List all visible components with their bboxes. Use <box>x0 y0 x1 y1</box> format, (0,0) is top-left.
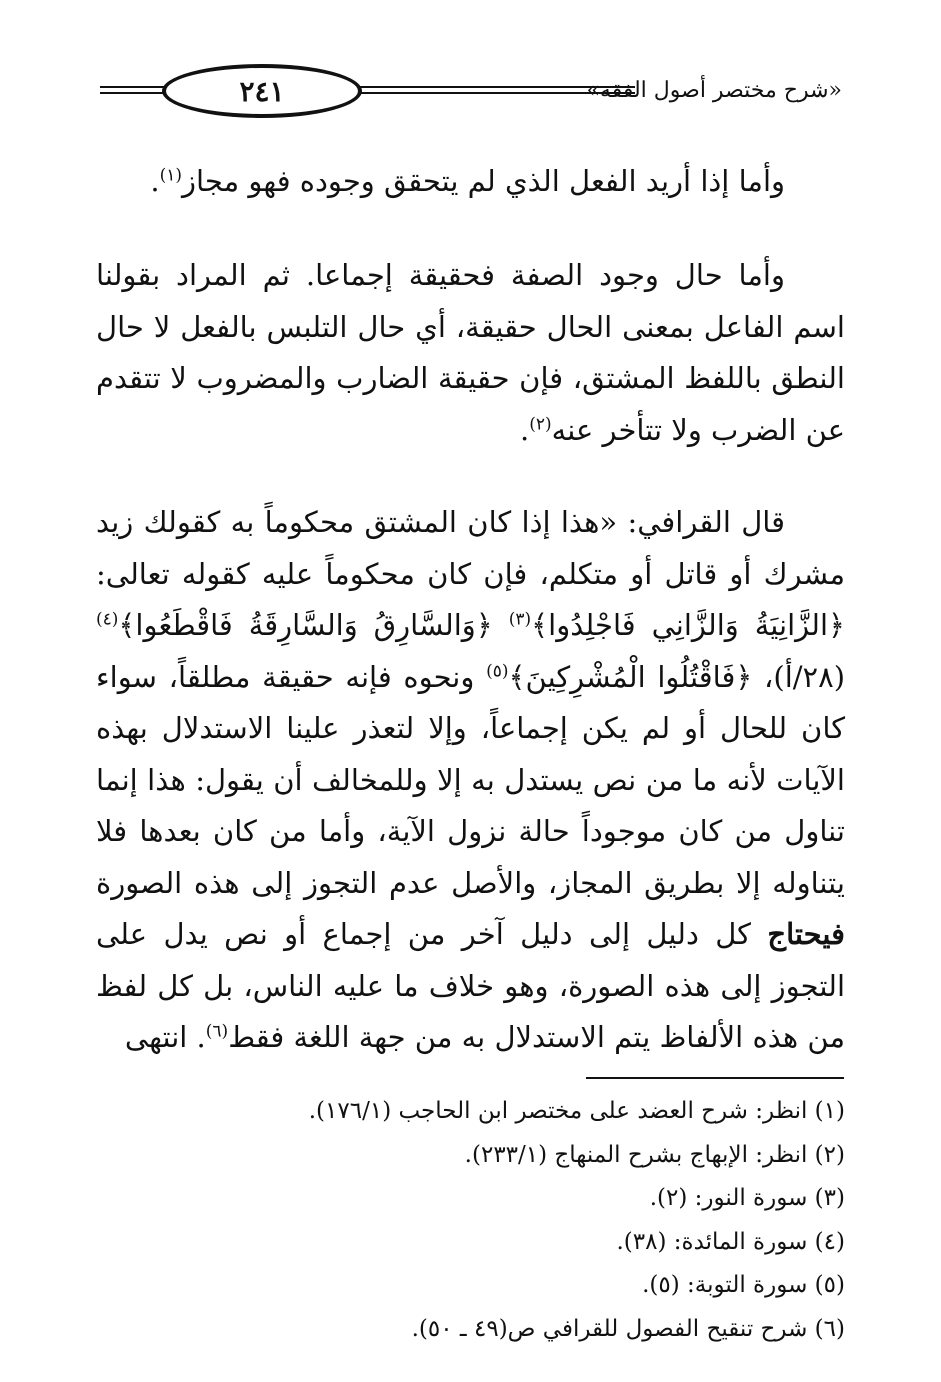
page-number: ٢٤١ <box>162 64 362 118</box>
quran-verse: ﴿فَاقْتُلُوا الْمُشْرِكِينَ﴾ <box>508 659 753 694</box>
footnote-marker: (١) <box>159 165 183 186</box>
paragraph-text: قال القرافي: «هذا إذا كان المشتق محكوماً به كقولك زيد مشرك أو قاتل أو متكلم، فإن كان محكوماً عليه كقوله تعالى: <box>96 505 845 591</box>
quran-verse: ﴿الزَّانِيَةُ وَالزَّانِي فَاجْلِدُوا﴾ <box>531 608 846 642</box>
footnotes <box>145 1090 845 1351</box>
footnote-marker: (٣) <box>508 609 532 630</box>
footnote: (٦) شرح تنقيح الفصول للقرافي ص(٤٩ ـ ٥٠). <box>411 1315 845 1342</box>
quran-verse: ﴿وَالسَّارِقُ وَالسَّارِقَةُ فَاقْطَعُوا﴾ <box>118 608 493 642</box>
paragraph-text: كل دليل إلى دليل آخر من إجماع أو نص يدل على التجوز إلى هذه الصورة، وهو خلاف ما عليه الناس، بل كل لفظ من هذه الألفاظ يتم الاستدلال به من جهة اللغة فقط <box>96 917 845 1054</box>
manuscript-ref: (٢٨/أ)، <box>764 659 846 694</box>
footnote: (٣) سورة النور: (٢). <box>649 1185 845 1211</box>
bold-word: فيحتاج <box>767 917 846 951</box>
running-title: «شرح مختصر أصول الفقه» <box>586 78 842 103</box>
paragraph-1: وأما إذا أريد الفعل الذي لم يتحقق وجوده فهو مجاز$^{(١)}$. <box>150 164 785 198</box>
paragraph-text: وأما حال وجود الصفة فحقيقة إجماعا. ثم المراد بقولنا اسم الفاعل بمعنى الحال حقيقة، أي حال التلبس بالفعل لا حال النطق باللفظ المشتق، فإن حقيقة الضارب والمضروب لا تتقدم عن الضرب ولا تتأخر عنه <box>96 258 845 447</box>
header-rule-left <box>100 92 164 94</box>
paragraph-end: . انتهى <box>124 1020 206 1054</box>
paragraph-text: ونحوه فإنه حقيقة مطلقاً، سواء كان للحال أو لم يكن إجماعاً، وإلا لتعذر علينا الاستدلال بهذه الآيات لأنه ما من نص يستدل به إلا وللمخالف أن يقول: هذا إنما تناول من كان موجوداً حالة نزول الآية، وأما من كان بعدها فلا يتناوله إلا بطريق المجاز، والأصل عدم التجوز إلى هذه الصورة <box>96 659 845 900</box>
footnote: (٢) انظر: الإبهاج بشرح المنهاج (٢٣٣/١). <box>464 1141 845 1168</box>
footnote-marker: (٢) <box>529 413 552 434</box>
footnote-separator <box>586 1077 844 1079</box>
footnote-marker: (٥) <box>486 660 509 681</box>
footnote: (٤) سورة المائدة: (٣٨). <box>616 1228 845 1255</box>
footnote-marker: (٦) <box>205 1021 229 1042</box>
paragraph-text: وأما إذا أريد الفعل الذي لم يتحقق وجوده فهو مجاز <box>182 164 785 198</box>
page-header <box>100 60 842 130</box>
footnote: (٥) سورة التوبة: (٥). <box>642 1272 845 1298</box>
paragraph-3 <box>96 497 845 1064</box>
paragraph-2: وأما حال وجود الصفة فحقيقة إجماعا. ثم المراد بقولنا اسم الفاعل بمعنى الحال حقيقة، أي حال التلبس بالفعل لا حال النطق باللفظ المشتق، فإن حقيقة الضارب والمضروب لا تتقدم عن الضرب ولا تتأخر عنه$^{(٢)}$. <box>96 258 845 447</box>
header-rule-left <box>100 86 164 88</box>
footnote-marker: (٤) <box>96 609 119 630</box>
footnote: (١) انظر: شرح العضد على مختصر ابن الحاجب (١٧٦/١). <box>308 1098 845 1124</box>
